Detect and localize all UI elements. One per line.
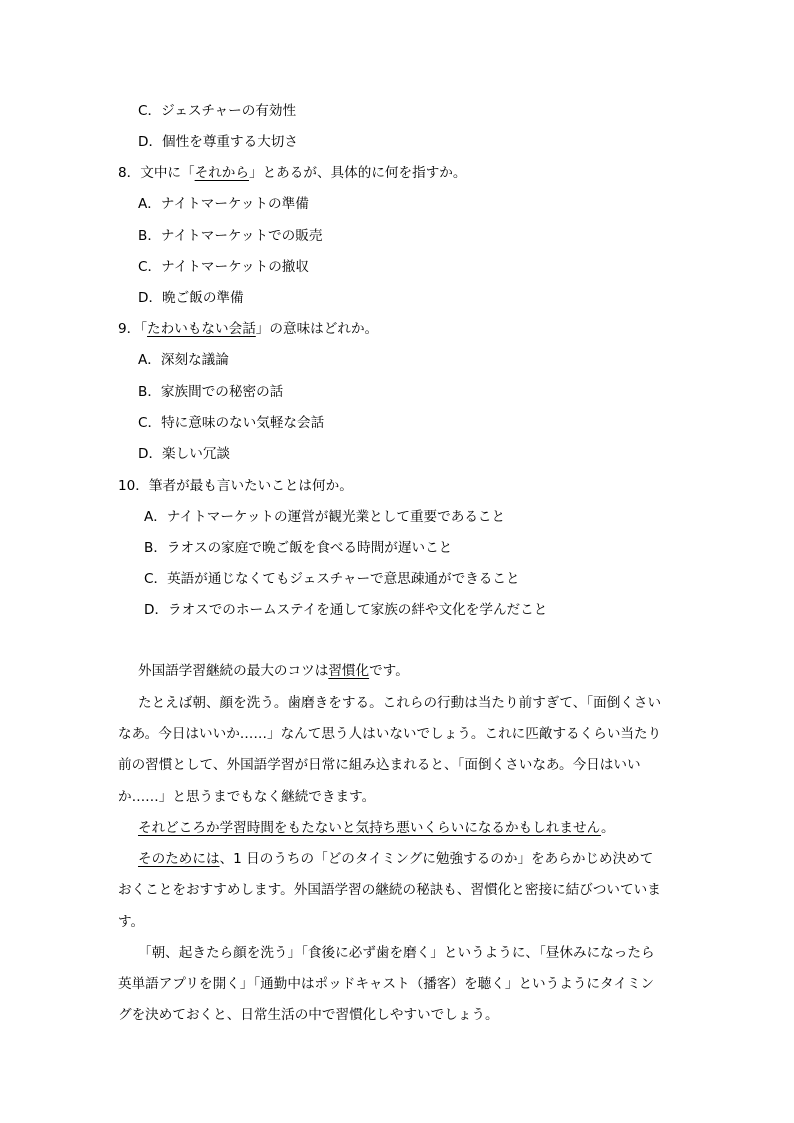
q10-option-b: B．ラオスの家庭で晩ご飯を食べる時間が遅いこと (144, 540, 453, 556)
passage-p2-line-1: たとえば朝、顔を洗う。歯磨きをする。これらの行動は当たり前すぎて、「面倒くさい (138, 695, 662, 711)
q8-option-c: C．ナイトマーケットの撤収 (138, 259, 309, 275)
p4-line-1-rest: 、1 日のうちの「どのタイミングに勉強するのか」をあらかじめ決めて (219, 851, 654, 867)
passage-p4-line-2: おくことをおすすめします。外国語学習の継続の秘訣も、習慣化と密接に結びついていま (118, 882, 661, 898)
q10-option-c: C．英語が通じなくてもジェスチャーで意思疎通ができること (144, 571, 520, 587)
q8-stem (118, 164, 467, 182)
q9-option-a: A．深刻な議論 (138, 352, 229, 368)
q10-option-d: D．ラオスでのホームステイを通して家族の絆や文化を学んだこと (144, 602, 548, 618)
passage-p5-line-3: グを決めておくと、日常生活の中で習慣化しやすいでしょう。 (118, 1007, 499, 1023)
p1-pre: 外国語学習継続の最大のコツは (138, 663, 329, 679)
passage-p5-line-2: 英単語アプリを開く」「通勤中はポッドキャスト（播客）を聴く」というようにタイミン (118, 976, 655, 992)
passage-p2-line-2: なあ。今日はいいか……」なんて思う人はいないでしょう。これに匹敵するくらい当たり (118, 726, 662, 742)
q10-option-a: A．ナイトマーケットの運営が観光業として重要であること (144, 509, 506, 525)
passage-p2-line-4: か……」と思うまでもなく継続できます。 (118, 789, 376, 805)
q8-stem-pre: 8．文中に「 (118, 165, 195, 181)
q9-stem-underlined: たわいもない会話 (147, 321, 256, 337)
q10-stem: 10．筆者が最も言いたいことは何か。 (118, 478, 353, 494)
q9-stem-pre: 9．「 (118, 321, 148, 337)
passage-p2-line-3: 前の習慣として、外国語学習が日常に組み込まれると、「面倒くさいなあ。今日はいい (118, 757, 641, 773)
p4-underlined: そのためには (138, 851, 220, 867)
p3-underlined: それどころか学習時間をもたないと気持ち悪いくらいになるかもしれません (138, 820, 602, 836)
passage-paragraph-1 (138, 662, 409, 680)
q8-stem-underlined: それから (194, 165, 249, 181)
passage-p4-line-1 (138, 850, 653, 868)
passage-p5-line-1: 「朝、起きたら顔を洗う」「食後に必ず歯を磨く」というように、「昼休みになったら (138, 945, 655, 961)
q9-option-c: C．特に意味のない気軽な会話 (138, 415, 325, 431)
passage-p4-line-3: す。 (118, 914, 145, 930)
q7-option-c: C．ジェスチャーの有効性 (138, 103, 297, 119)
q8-option-d: D．晩ご飯の準備 (138, 290, 244, 306)
p1-post: です。 (369, 663, 409, 679)
q7-option-d: D．個性を尊重する大切さ (138, 134, 298, 150)
q9-stem (118, 320, 378, 338)
q8-option-b: B．ナイトマーケットでの販売 (138, 228, 323, 244)
p1-underlined: 習慣化 (328, 663, 370, 679)
q9-stem-post: 」の意味はどれか。 (255, 321, 379, 337)
p3-post: 。 (601, 820, 615, 836)
passage-paragraph-3 (138, 819, 615, 837)
q9-option-d: D．楽しい冗談 (138, 446, 231, 462)
q8-option-a: A．ナイトマーケットの準備 (138, 196, 309, 212)
q9-option-b: B．家族間での秘密の話 (138, 384, 284, 400)
q8-stem-post: 」とあるが、具体的に何を指すか。 (249, 165, 467, 181)
